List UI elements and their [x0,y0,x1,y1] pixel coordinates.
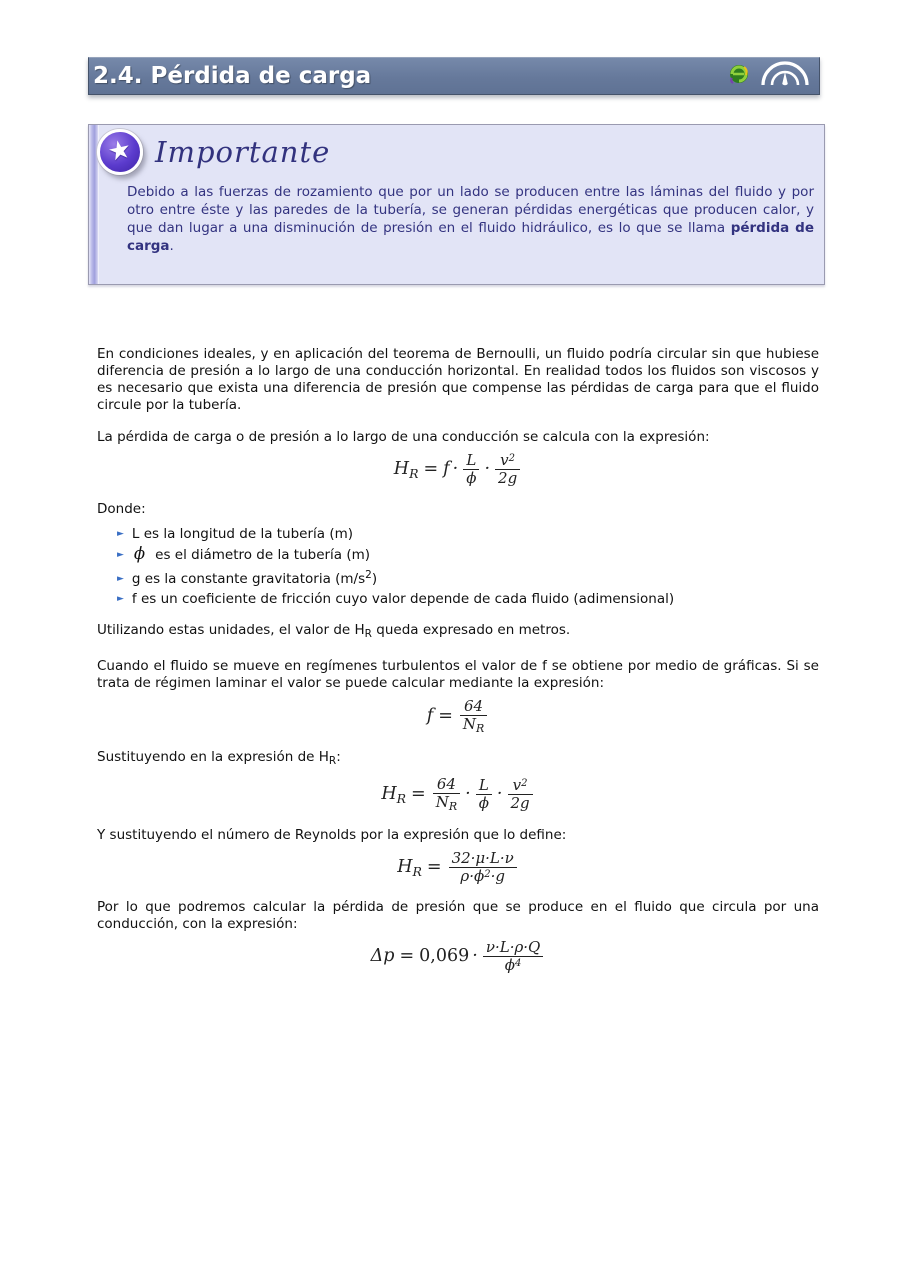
formula3-equals: = [411,784,426,804]
formula3-dot1: · [465,784,471,804]
formula3-frac2: $\frac{L}{\phi}$ [476,777,492,812]
formula4-equals: = [426,857,442,877]
note-body-post: . [169,238,174,254]
paragraph-reynolds: Y sustituyendo el número de Reynolds por la expresión que lo define: [97,827,567,843]
formula3-lhs: H [381,784,397,804]
arrow-bullet-icon: ► [117,550,124,560]
formula-friction-factor [97,698,819,735]
section-header-bar [88,57,820,95]
list-item-f: ► f es un coeficiente de fricción cuyo valor depende de cada fluido (adimensional) [117,591,675,607]
formula1-dot2: · [484,459,491,479]
note-body-pre: Debido a las fuerzas de rozamiento que por un lado se producen entre las láminas del fluido y por otro entre éste y las paredes de la tubería, se generan pérdidas energéticas que producen calor, y que dan lugar a una disminución de presión en el fluido hidráulico, es lo que se llama [127,184,814,236]
formula-head-loss-substituted [97,776,819,813]
formula1-dot1: · [452,459,459,479]
formula5-equals: = [399,946,415,966]
arrow-bullet-icon: ► [117,529,124,539]
formula-head-loss-reynolds [97,850,819,885]
arrow-bullet-icon: ► [117,574,124,584]
definitions-list [97,524,819,609]
formula5-dot: · [472,946,478,966]
paragraph-intro: En condiciones ideales, y en aplicación del teorema de Bernoulli, un fluido podría circular sin que hubiese diferencia de presión a lo largo de una conducción horizontal. En realidad todos los fluidos son viscosos y es necesario que exista una diferencia de presión que compense las pérdidas de carga para que el fluido circule por la tubería. [97,346,819,413]
formula-pressure-loss [97,939,819,974]
phi-symbol: ϕ [133,544,146,563]
paragraph-substitute-hr: Sustituyendo en la expresión de $H_R$: [97,749,341,767]
paragraph-donde: Donde: [97,501,146,517]
page-title: 2.4. Pérdida de carga [93,63,372,89]
paragraph-formula1-lead: La pérdida de carga o de presión a lo largo de una conducción se calcula con la expresión: [97,429,710,445]
formula3-dot2: · [496,784,503,804]
formula4-lhs: H [397,857,413,877]
importante-callout [88,124,825,285]
list-item-phi: ► ϕ es el diámetro de la tubería (m) [117,544,371,563]
formula2-frac: $\frac{64}{N_R}$ [460,698,487,735]
formula4-frac: $\frac{32\cdot\mu\cdot L\cdot\nu}{\rho\cdot\phi^2\cdot g}$ [449,850,517,885]
e-learning-logo-icon [727,61,751,91]
main-content [97,346,819,988]
formula2-lhs: f [426,706,434,726]
formula2-equals: = [438,706,453,726]
junta-andalucia-logo-icon [759,59,811,93]
list-item-L: ► L es la longitud de la tubería (m) [117,526,354,542]
paragraph-laminar: Cuando el fluido se mueve en regímenes turbulentos el valor de f se obtiene por medio de gráficas. Si se trata de régimen laminar el valor se puede calcular mediante la expresión: [97,658,819,691]
formula3-frac3: $\frac{v^2}{2g}$ [508,777,533,812]
arrow-bullet-icon: ► [117,594,124,604]
formula1-frac2: $\frac{v^2}{2g}$ [495,452,520,487]
formula1-coef: f [443,459,450,479]
note-body-text [127,183,814,255]
paragraph-pressure-loss-lead: Por lo que podremos calcular la pérdida de presión que se produce en el fluido que circula por una conducción, con la expresión: [97,899,819,932]
formula1-lhs: H [393,459,410,479]
header-icons [727,59,811,93]
note-heading: Importante [155,135,331,169]
list-item-g: ► g es la constante gravitatoria $(m/s^2)$ [117,569,378,587]
formula5-frac: $\frac{\nu\cdot L\cdot\rho\cdot Q}{\phi^4}$ [483,939,544,974]
formula3-lhs-sub: R [396,791,407,806]
note-body-bold-term: pérdida de carga [127,220,814,254]
formula-head-loss [97,452,819,487]
formula1-equals: = [423,459,439,479]
formula5-lhs: Δp [370,946,395,966]
paragraph-units: Utilizando estas unidades, el valor de $H_R$ queda expresado en metros. [97,622,571,640]
formula1-lhs-sub: R [409,466,419,481]
formula5-coef: 0,069 [419,946,470,966]
formula4-lhs-sub: R [412,864,422,879]
formula1-frac1: $\frac{L}{\phi}$ [463,452,479,487]
star-icon: ★ [97,129,143,175]
formula3-frac1: $\frac{64}{N_R}$ [433,776,460,813]
